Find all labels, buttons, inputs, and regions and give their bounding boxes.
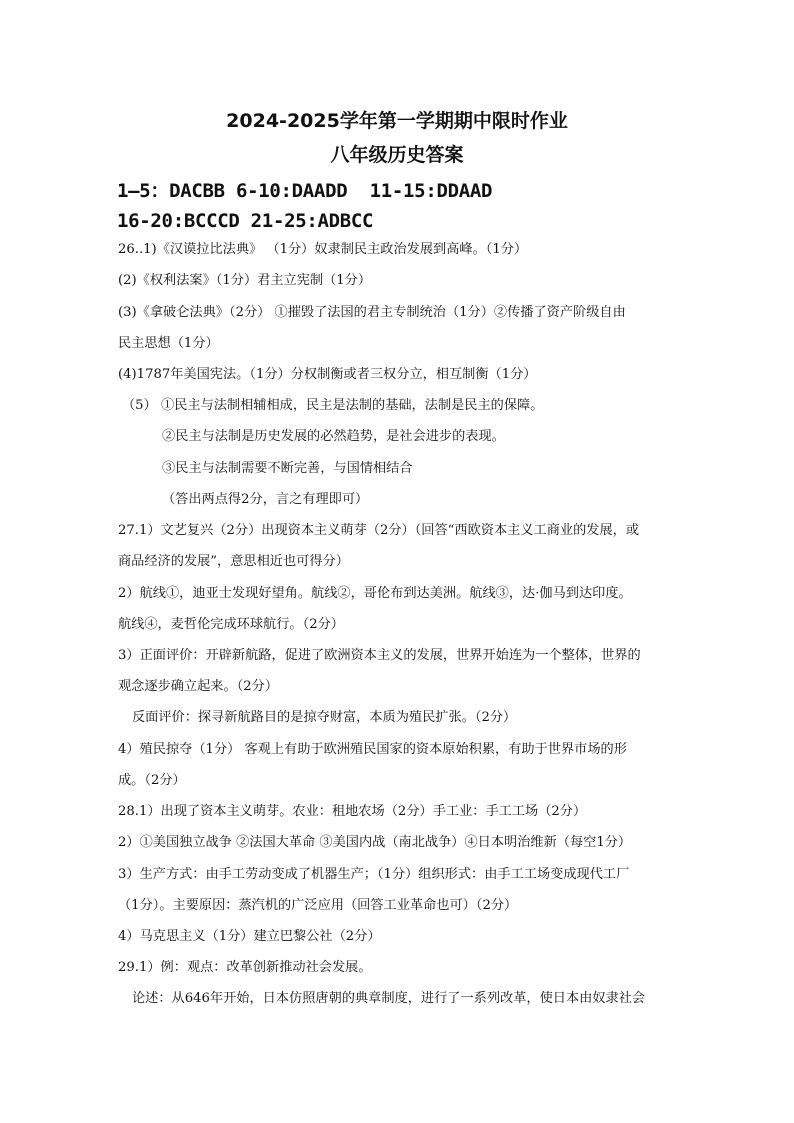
document-subtitle: 八年级历史答案 bbox=[330, 144, 464, 166]
q26-part3-cont: 民主思想（1分） bbox=[118, 336, 219, 351]
q28-part3-cont: （1分）。主要原因：蒸汽机的广泛应用（回答工业革命也可）（2分） bbox=[118, 898, 518, 913]
choice-answers-line-1: 1—5：DACBB 6-10:DAADD 11-15:DDAAD bbox=[117, 180, 493, 202]
q28-part4: 4）马克思主义（1分）建立巴黎公社（2分） bbox=[118, 929, 381, 944]
document-title: 2024-2025学年第一学期期中限时作业 bbox=[226, 110, 568, 132]
q26-part3: (3)《拿破仑法典》（2分） ①摧毁了法国的君主专制统治（1分）②传播了资产阶级自由 bbox=[118, 305, 626, 320]
q29-part1-argument: 论述：从646年开始，日本仿照唐朝的典章制度，进行了一系列改革，使日本由奴隶社会 bbox=[132, 991, 646, 1006]
q27-part3-negative: 反面评价：探寻新航路目的是掠夺财富，本质为殖民扩张。（2分） bbox=[132, 710, 517, 725]
q26-part4: (4)1787年美国宪法。（1分）分权制衡或者三权分立，相互制衡（1分） bbox=[118, 367, 537, 382]
q28-part2: 2）①美国独立战争 ②法国大革命 ③美国内战（南北战争）④日本明治维新（每空1分） bbox=[118, 835, 632, 850]
q26-part5-item3: ③民主与法制需要不断完善，与国情相结合 bbox=[162, 461, 413, 476]
q26-part5-item2: ②民主与法制是历史发展的必然趋势，是社会进步的表现。 bbox=[162, 429, 505, 444]
q29-part1: 29.1）例：观点：改革创新推动社会发展。 bbox=[118, 960, 372, 975]
q27-part4-cont: 成。（2分） bbox=[118, 773, 186, 788]
q27-part4: 4）殖民掠夺（1分） 客观上有助于欧洲殖民国家的资本原始积累，有助于世界市场的形 bbox=[118, 742, 627, 757]
q26-part1: 26..1)《汉谟拉比法典》 （1分）奴隶制民主政治发展到高峰。（1分） bbox=[118, 242, 528, 257]
q26-part5-note: （答出两点得2分，言之有理即可） bbox=[162, 492, 369, 507]
q26-part2: (2)《权利法案》（1分）君主立宪制（1分） bbox=[118, 273, 372, 288]
q27-part2: 2）航线①，迪亚士发现好望角。航线②，哥伦布到达美洲。航线③，达·伽马到达印度。 bbox=[118, 586, 632, 601]
q27-part2-cont: 航线④，麦哲伦完成环球航行。（2分） bbox=[118, 617, 344, 632]
q26-part5-item1: （5） ①民主与法制相辅相成，民主是法制的基础，法制是民主的保障。 bbox=[122, 398, 544, 413]
q27-part3: 3）正面评价：开辟新航路，促进了欧洲资本主义的发展，世界开始连为一个整体，世界的 bbox=[118, 648, 641, 663]
q27-part1: 27.1）文艺复兴（2分）出现资本主义萌芽（2分）（回答“西欧资本主义工商业的发展，或 bbox=[118, 523, 640, 538]
q28-part3: 3）生产方式：由手工劳动变成了机器生产；（1分）组织形式：由手工工场变成现代工厂 bbox=[118, 867, 630, 882]
q27-part1-cont: 商品经济的发展”，意思相近也可得分） bbox=[118, 554, 349, 569]
choice-answers-line-2: 16-20:BCCCD 21-25:ADBCC bbox=[117, 210, 374, 232]
q28-part1: 28.1）出现了资本主义萌芽。农业：租地农场（2分）手工业：手工工场（2分） bbox=[118, 804, 587, 819]
q27-part3-cont: 观念逐步确立起来。（2分） bbox=[118, 679, 279, 694]
